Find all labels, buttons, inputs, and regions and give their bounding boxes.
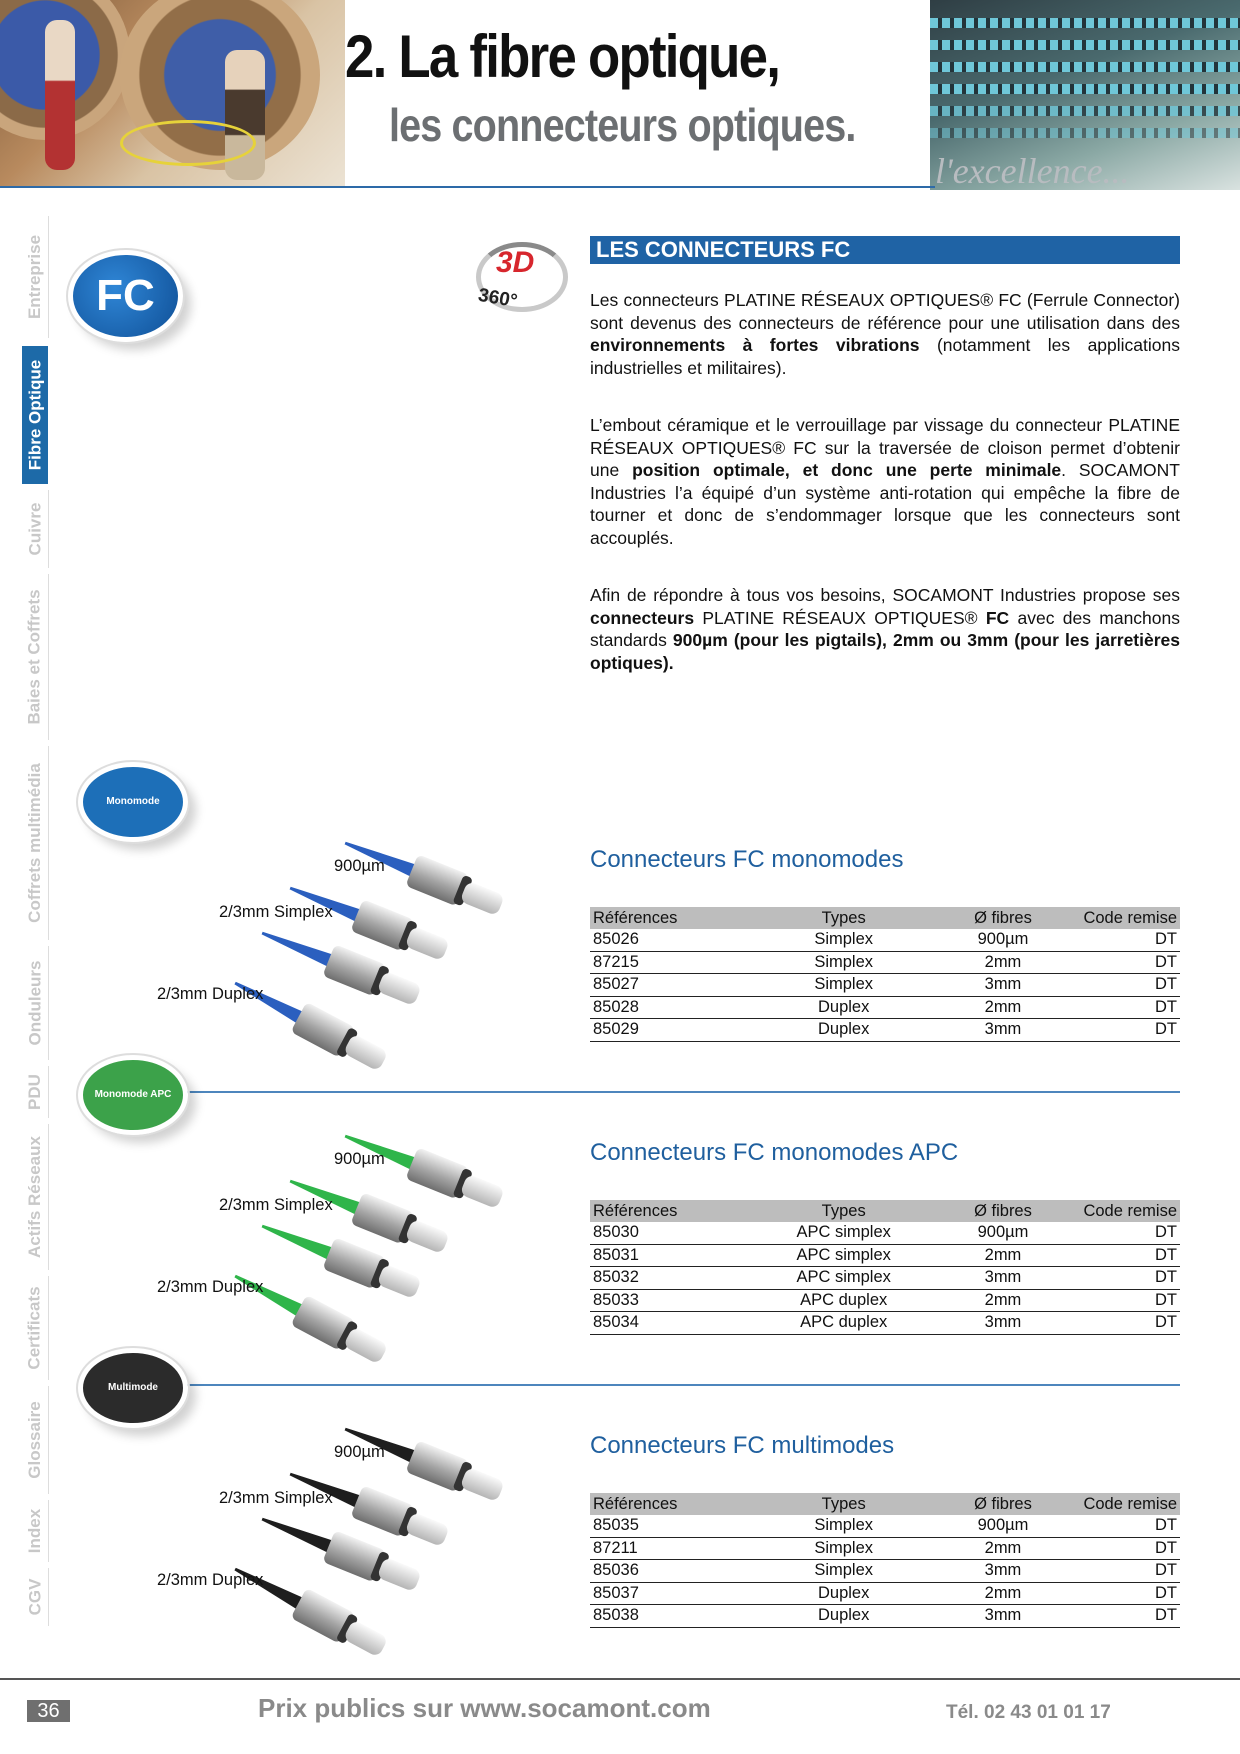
table-cell: DT	[1062, 1582, 1180, 1605]
fc-badge-label: FC	[96, 270, 155, 320]
reference-table	[590, 1200, 1180, 1335]
table-cell: 3mm	[944, 1560, 1062, 1583]
table-row	[590, 974, 1180, 997]
column-header: Ø fibres	[944, 1493, 1062, 1515]
table-cell: DT	[1062, 1289, 1180, 1312]
table-cell: 85033	[590, 1289, 743, 1312]
table-row	[590, 1019, 1180, 1042]
intro-paragraph-2: L’embout céramique et le verrouillage par vissage du connecteur PLATINE RÉSEAUX OPTIQUES® FC sur la traversée de cloison permet d’obtenir une position optimale, et donc une perte minimale. SOCAMONT Industries l’a équipé d’un système anti-rotation qui empêche la fibre de tourner et donc de s’endommager lorsque que les connecteurs sont accouplés.	[590, 415, 1180, 548]
column-header: Ø fibres	[944, 1200, 1062, 1222]
column-header: Types	[743, 1200, 944, 1222]
table-cell: APC duplex	[743, 1312, 944, 1335]
table-cell: Simplex	[743, 951, 944, 974]
table-row	[590, 996, 1180, 1019]
product-section-title: Connecteurs FC multimodes	[590, 1432, 895, 1459]
table-cell: Simplex	[743, 929, 944, 951]
fc-badge	[68, 250, 183, 342]
intro-paragraph-3: Afin de répondre à tous vos besoins, SOCAMONT Industries propose ses connecteurs PLATINE RÉSEAUX OPTIQUES® FC avec des manchons standards 900µm (pour les pigtails), 2mm ou 3mm (pour les jarretières optiques).	[590, 585, 1181, 673]
table-cell: APC simplex	[743, 1267, 944, 1290]
table-row	[590, 951, 1180, 974]
column-header: Types	[743, 907, 944, 929]
footer-phone: Tél. 02 43 01 01 17	[946, 1702, 1111, 1723]
table-cell: 85028	[590, 996, 743, 1019]
sidebar-tab[interactable]	[22, 1066, 49, 1118]
view-3d-label: 3D	[496, 246, 535, 279]
table-cell: 3mm	[944, 1605, 1062, 1628]
fibre-mode-badge-label: Monomode APC	[94, 1088, 172, 1100]
table-row	[590, 1537, 1180, 1560]
column-header: Ø fibres	[944, 907, 1062, 929]
sidebar-tab[interactable]	[22, 1276, 49, 1380]
table-cell: Duplex	[743, 996, 944, 1019]
page-subtitle: les connecteurs optiques.	[389, 99, 856, 151]
reference-table	[590, 907, 1180, 1042]
sidebar-tab-label: Certificats	[25, 1286, 45, 1370]
section-heading-fc: LES CONNECTEURS FC	[590, 236, 1180, 264]
table-header-row	[590, 1493, 1180, 1515]
table-cell: 85038	[590, 1605, 743, 1628]
table-cell: 85027	[590, 974, 743, 997]
view-3d-360-icon[interactable]	[472, 238, 564, 318]
column-header: Code remise	[1062, 907, 1180, 929]
section-divider	[88, 1091, 1180, 1093]
sidebar-tab[interactable]	[22, 946, 49, 1060]
page-number: 36	[27, 1700, 70, 1722]
connector-label-l900: 900µm	[334, 857, 385, 875]
fibre-mode-badge	[78, 1055, 188, 1135]
column-header: Références	[590, 907, 743, 929]
connector-label-ldup: 2/3mm Duplex	[157, 985, 264, 1003]
table-cell: DT	[1062, 1244, 1180, 1267]
fibre-mode-badge	[78, 762, 188, 842]
product-section-title: Connecteurs FC monomodes	[590, 846, 904, 873]
table-cell: APC simplex	[743, 1222, 944, 1244]
table-cell: 85031	[590, 1244, 743, 1267]
column-header: Code remise	[1062, 1200, 1180, 1222]
table-cell: DT	[1062, 1537, 1180, 1560]
table-cell: 3mm	[944, 1267, 1062, 1290]
sidebar-tab[interactable]	[22, 1124, 49, 1270]
table-cell: APC simplex	[743, 1244, 944, 1267]
table-row	[590, 1267, 1180, 1290]
table-row	[590, 1244, 1180, 1267]
sidebar-tab-label: Baies et Coffrets	[25, 589, 45, 725]
table-cell: Duplex	[743, 1582, 944, 1605]
table-header-row	[590, 1200, 1180, 1222]
table-cell: 85026	[590, 929, 743, 951]
column-header: Références	[590, 1200, 743, 1222]
footer-rule	[0, 1678, 1240, 1680]
table-cell: DT	[1062, 996, 1180, 1019]
table-row	[590, 929, 1180, 951]
table-cell: DT	[1062, 974, 1180, 997]
table-cell: 2mm	[944, 1244, 1062, 1267]
table-cell: 3mm	[944, 1312, 1062, 1335]
column-header: Code remise	[1062, 1493, 1180, 1515]
table-cell: 3mm	[944, 974, 1062, 997]
connector-label-l900: 900µm	[334, 1443, 385, 1461]
sidebar-tab-label: Cuivre	[25, 502, 45, 556]
connector-label-l900: 900µm	[334, 1150, 385, 1168]
sidebar-tab[interactable]	[22, 490, 49, 568]
intro-paragraph-1: Les connecteurs PLATINE RÉSEAUX OPTIQUES® FC (Ferrule Connector) sont devenus des connecteurs de référence pour une utilisation dans des environnements à fortes vibrations (notamment les applications industrielles et militaires).	[590, 290, 1180, 378]
column-header: Types	[743, 1493, 944, 1515]
table-row	[590, 1289, 1180, 1312]
sidebar-tab-label: Actifs Réseaux	[25, 1136, 45, 1258]
table-cell: Simplex	[743, 974, 944, 997]
connector-label-lsim: 2/3mm Simplex	[219, 1196, 333, 1214]
table-cell: 900µm	[944, 929, 1062, 951]
table-cell: 2mm	[944, 1289, 1062, 1312]
reference-table	[590, 1493, 1180, 1628]
sidebar-tab-label: Index	[25, 1508, 44, 1554]
fibre-mode-badge	[78, 1348, 188, 1428]
tagline: l'excellence...	[935, 151, 1130, 191]
table-header-row	[590, 907, 1180, 929]
sidebar-tab[interactable]	[22, 346, 48, 484]
table-row	[590, 1312, 1180, 1335]
table-cell: 900µm	[944, 1515, 1062, 1537]
connector-label-lsim: 2/3mm Simplex	[219, 903, 333, 921]
header-rule	[0, 186, 935, 188]
table-cell: Duplex	[743, 1019, 944, 1042]
table-cell: DT	[1062, 1267, 1180, 1290]
fibre-mode-badge-label: Monomode	[106, 795, 160, 807]
table-cell: 85034	[590, 1312, 743, 1335]
footer-website[interactable]: Prix publics sur www.socamont.com	[258, 1693, 711, 1723]
table-cell: DT	[1062, 951, 1180, 974]
table-cell: 2mm	[944, 996, 1062, 1019]
section-divider	[88, 1384, 1180, 1386]
table-row	[590, 1222, 1180, 1244]
connector-label-lsim: 2/3mm Simplex	[219, 1489, 333, 1507]
column-header: Références	[590, 1493, 743, 1515]
table-cell: 2mm	[944, 1582, 1062, 1605]
table-cell: 85032	[590, 1267, 743, 1290]
table-cell: 85029	[590, 1019, 743, 1042]
table-cell: 3mm	[944, 1019, 1062, 1042]
sidebar-tab[interactable]	[22, 1386, 49, 1494]
sidebar-tab[interactable]	[22, 746, 49, 940]
page-title: 2. La fibre optique,	[345, 23, 780, 90]
table-cell: DT	[1062, 1605, 1180, 1628]
table-cell: 900µm	[944, 1222, 1062, 1244]
sidebar-tab-label: Coffrets multimédia	[25, 763, 45, 923]
sidebar-tab[interactable]	[22, 574, 49, 740]
sidebar-tab[interactable]	[22, 1500, 49, 1562]
sidebar-tab-label: CGV	[25, 1578, 44, 1616]
sidebar-tab-label: Fibre Optique	[25, 359, 44, 471]
sidebar-tab[interactable]	[22, 216, 49, 338]
table-cell: 85030	[590, 1222, 743, 1244]
table-cell: Simplex	[743, 1515, 944, 1537]
table-cell: 85035	[590, 1515, 743, 1537]
product-section-title: Connecteurs FC monomodes APC	[590, 1139, 959, 1166]
table-cell: Simplex	[743, 1560, 944, 1583]
view-360-label: 360°	[476, 284, 519, 313]
table-row	[590, 1515, 1180, 1537]
table-cell: DT	[1062, 1560, 1180, 1583]
sidebar-tab[interactable]	[22, 1568, 49, 1626]
table-cell: Duplex	[743, 1605, 944, 1628]
connector-label-ldup: 2/3mm Duplex	[157, 1278, 264, 1296]
table-row	[590, 1560, 1180, 1583]
table-cell: DT	[1062, 929, 1180, 951]
table-cell: 85036	[590, 1560, 743, 1583]
connector-label-ldup: 2/3mm Duplex	[157, 1571, 264, 1589]
table-row	[590, 1582, 1180, 1605]
table-cell: 87211	[590, 1537, 743, 1560]
table-cell: DT	[1062, 1019, 1180, 1042]
table-cell: 2mm	[944, 1537, 1062, 1560]
table-cell: Simplex	[743, 1537, 944, 1560]
sidebar-tab-label: PDU	[25, 1074, 44, 1110]
header-photo-children-spools	[0, 0, 345, 188]
table-cell: 87215	[590, 951, 743, 974]
table-cell: APC duplex	[743, 1289, 944, 1312]
table-cell: DT	[1062, 1515, 1180, 1537]
table-cell: DT	[1062, 1222, 1180, 1244]
fibre-mode-badge-label: Multimode	[108, 1381, 158, 1393]
sidebar-tab-label: Glossaire	[25, 1401, 44, 1479]
sidebar-tab-label: Onduleurs	[25, 960, 45, 1046]
sidebar-tab-label: Entreprise	[25, 234, 44, 320]
table-cell: 85037	[590, 1582, 743, 1605]
table-row	[590, 1605, 1180, 1628]
table-cell: 2mm	[944, 951, 1062, 974]
table-cell: DT	[1062, 1312, 1180, 1335]
